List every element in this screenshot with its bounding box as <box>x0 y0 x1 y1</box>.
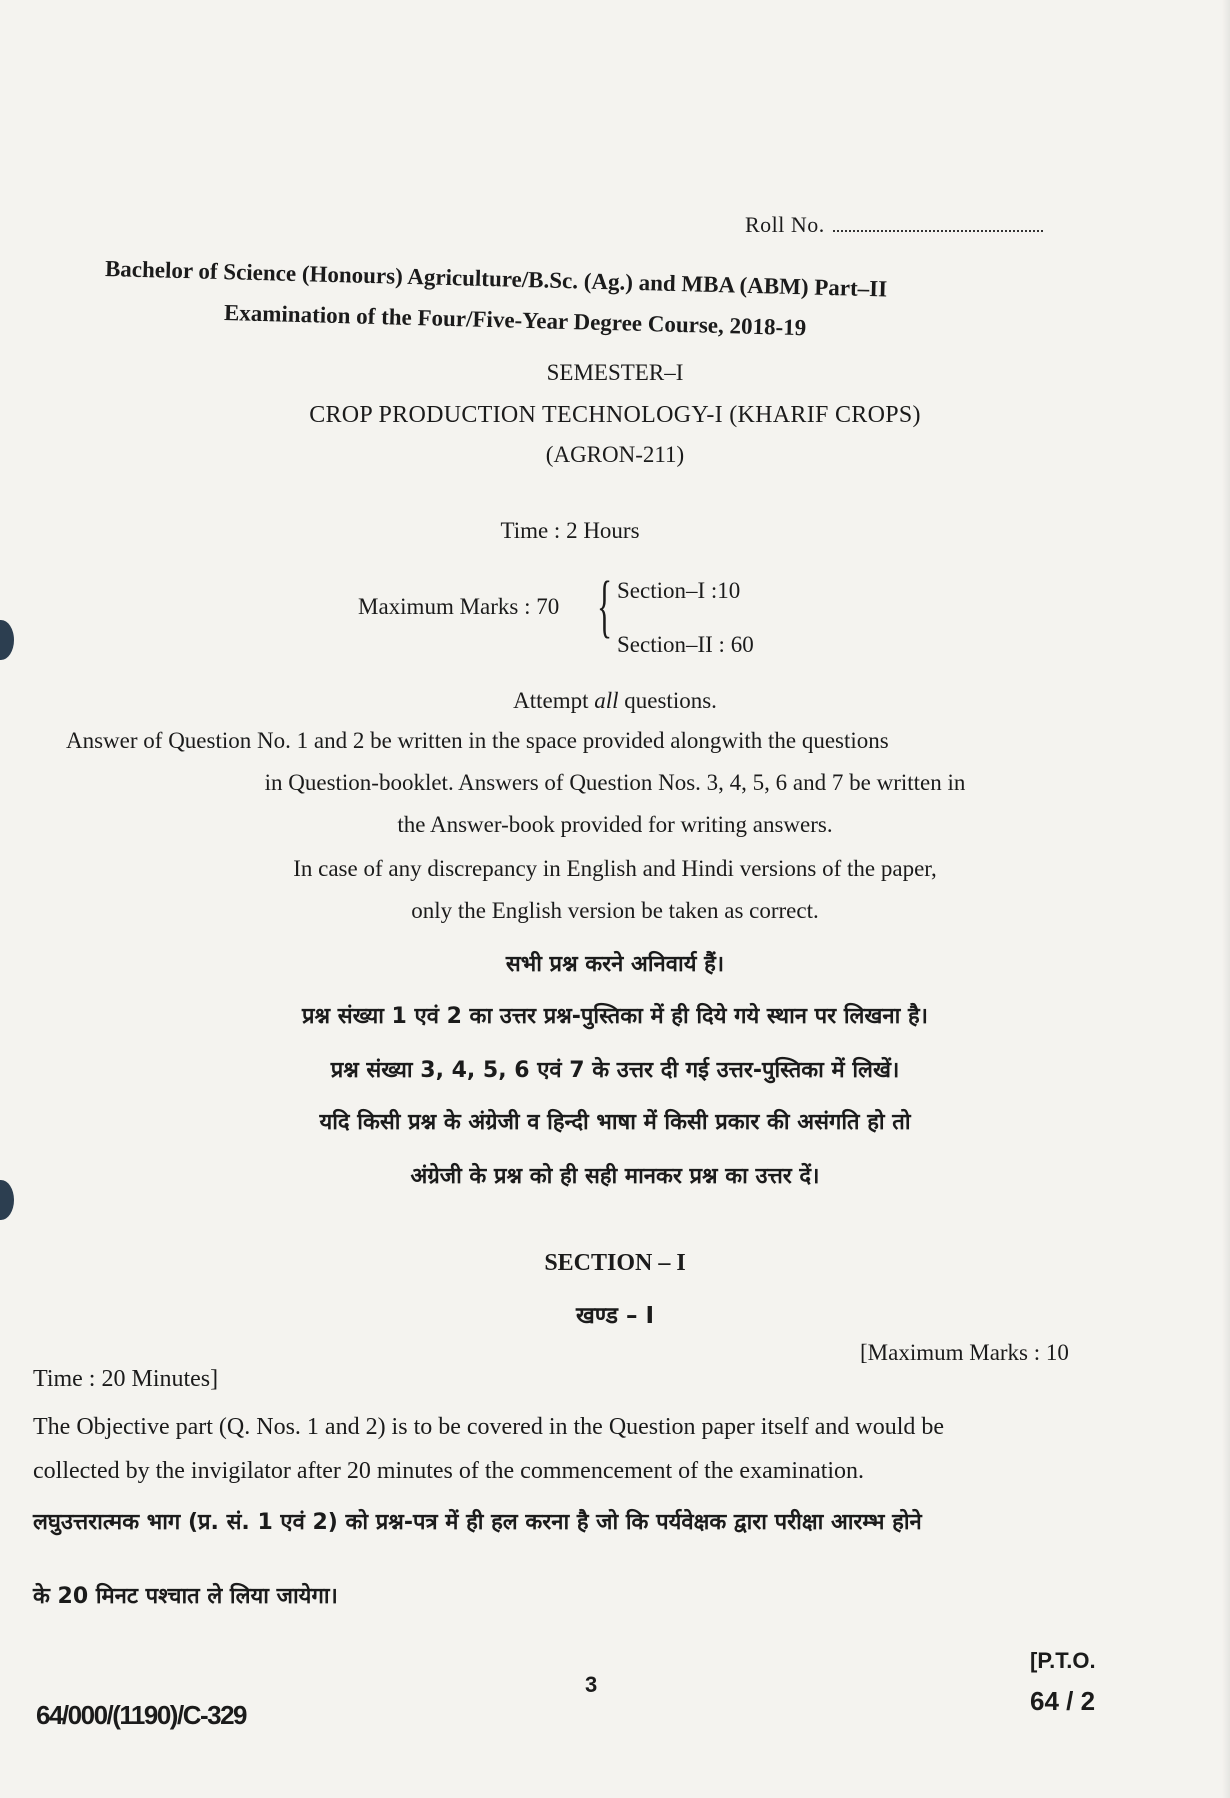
section-note-hindi-line: के 20 मिनट पश्चात ले लिया जायेगा। <box>33 1584 338 1609</box>
section-note-hindi-line: लघुउत्तरात्मक भाग (प्र. सं. 1 एवं 2) को प्रश्न-पत्र में ही हल करना है जो कि पर्यवेक्षक द्वारा परीक्षा आरम्भ होने <box>33 1510 922 1535</box>
semester-label: SEMESTER–I <box>546 360 684 385</box>
roll-number-blank <box>833 220 1043 232</box>
punch-hole-icon <box>0 620 14 660</box>
section-title: SECTION – I <box>544 1250 686 1276</box>
pto-label: [P.T.O. <box>1030 1648 1096 1673</box>
hindi-instruction-line: प्रश्न संख्या 1 एवं 2 का उत्तर प्रश्न-पुस्तिका में ही दिये गये स्थान पर लिखना है। <box>301 1004 929 1029</box>
hindi-instruction-line: प्रश्न संख्या 3, 4, 5, 6 एवं 7 के उत्तर दी गई उत्तर-पुस्तिका में लिखें। <box>330 1058 900 1083</box>
instruction-line: only the English version be taken as correct. <box>411 898 819 923</box>
exam-title: Examination of the Four/Five-Year Degree Course, 2018-19 <box>223 300 807 341</box>
section-2-marks: Section–II : 60 <box>617 632 754 657</box>
instruction-line <box>0 688 1230 714</box>
instruction-line: Answer of Question No. 1 and 2 be written in the space provided alongwith the questions <box>66 728 889 753</box>
page-code: 64 / 2 <box>1030 1686 1096 1716</box>
section-1-marks: Section–I :10 <box>617 578 741 603</box>
section-note-line: collected by the invigilator after 20 minutes of the commencement of the examination. <box>33 1458 865 1484</box>
roll-number-label: Roll No. <box>745 212 825 237</box>
instruction-line: In case of any discrepancy in English and Hindi versions of the paper, <box>293 856 937 881</box>
page-number: 3 <box>585 1672 598 1697</box>
hindi-instruction-line: अंग्रेजी के प्रश्न को ही सही मानकर प्रश्न का उत्तर दें। <box>410 1164 820 1189</box>
degree-title: Bachelor of Science (Honours) Agriculture/B.Sc. (Ag.) and MBA (ABM) Part–II <box>104 256 888 302</box>
subject-title: CROP PRODUCTION TECHNOLOGY-I (KHARIF CROPS) <box>309 402 921 428</box>
maximum-marks: Maximum Marks : 70 <box>358 594 560 619</box>
section-title-hindi: खण्ड – I <box>575 1303 655 1329</box>
section-note-line: The Objective part (Q. Nos. 1 and 2) is to be covered in the Question paper itself and would be <box>33 1414 945 1440</box>
section-max-marks: [Maximum Marks : 10 <box>860 1340 1069 1365</box>
subject-code: (AGRON-211) <box>545 442 685 467</box>
instruction-line: in Question-booklet. Answers of Question Nos. 3, 4, 5, 6 and 7 be written in <box>264 770 966 795</box>
attempt-all-text: Attempt all questions. <box>513 688 717 713</box>
roll-number-field <box>745 212 1043 238</box>
section-time: Time : 20 Minutes] <box>33 1366 219 1392</box>
instruction-line: the Answer-book provided for writing answers. <box>397 812 833 837</box>
paper-code: 64/000/(1190)/C-329 <box>36 1700 247 1730</box>
hindi-instruction-line: यदि किसी प्रश्न के अंग्रेजी व हिन्दी भाषा में किसी प्रकार की असंगति हो तो <box>319 1110 911 1135</box>
exam-duration: Time : 2 Hours <box>500 518 640 543</box>
hindi-instruction-line: सभी प्रश्न करने अनिवार्य हैं। <box>505 952 725 977</box>
marks-brace: { <box>597 568 613 645</box>
